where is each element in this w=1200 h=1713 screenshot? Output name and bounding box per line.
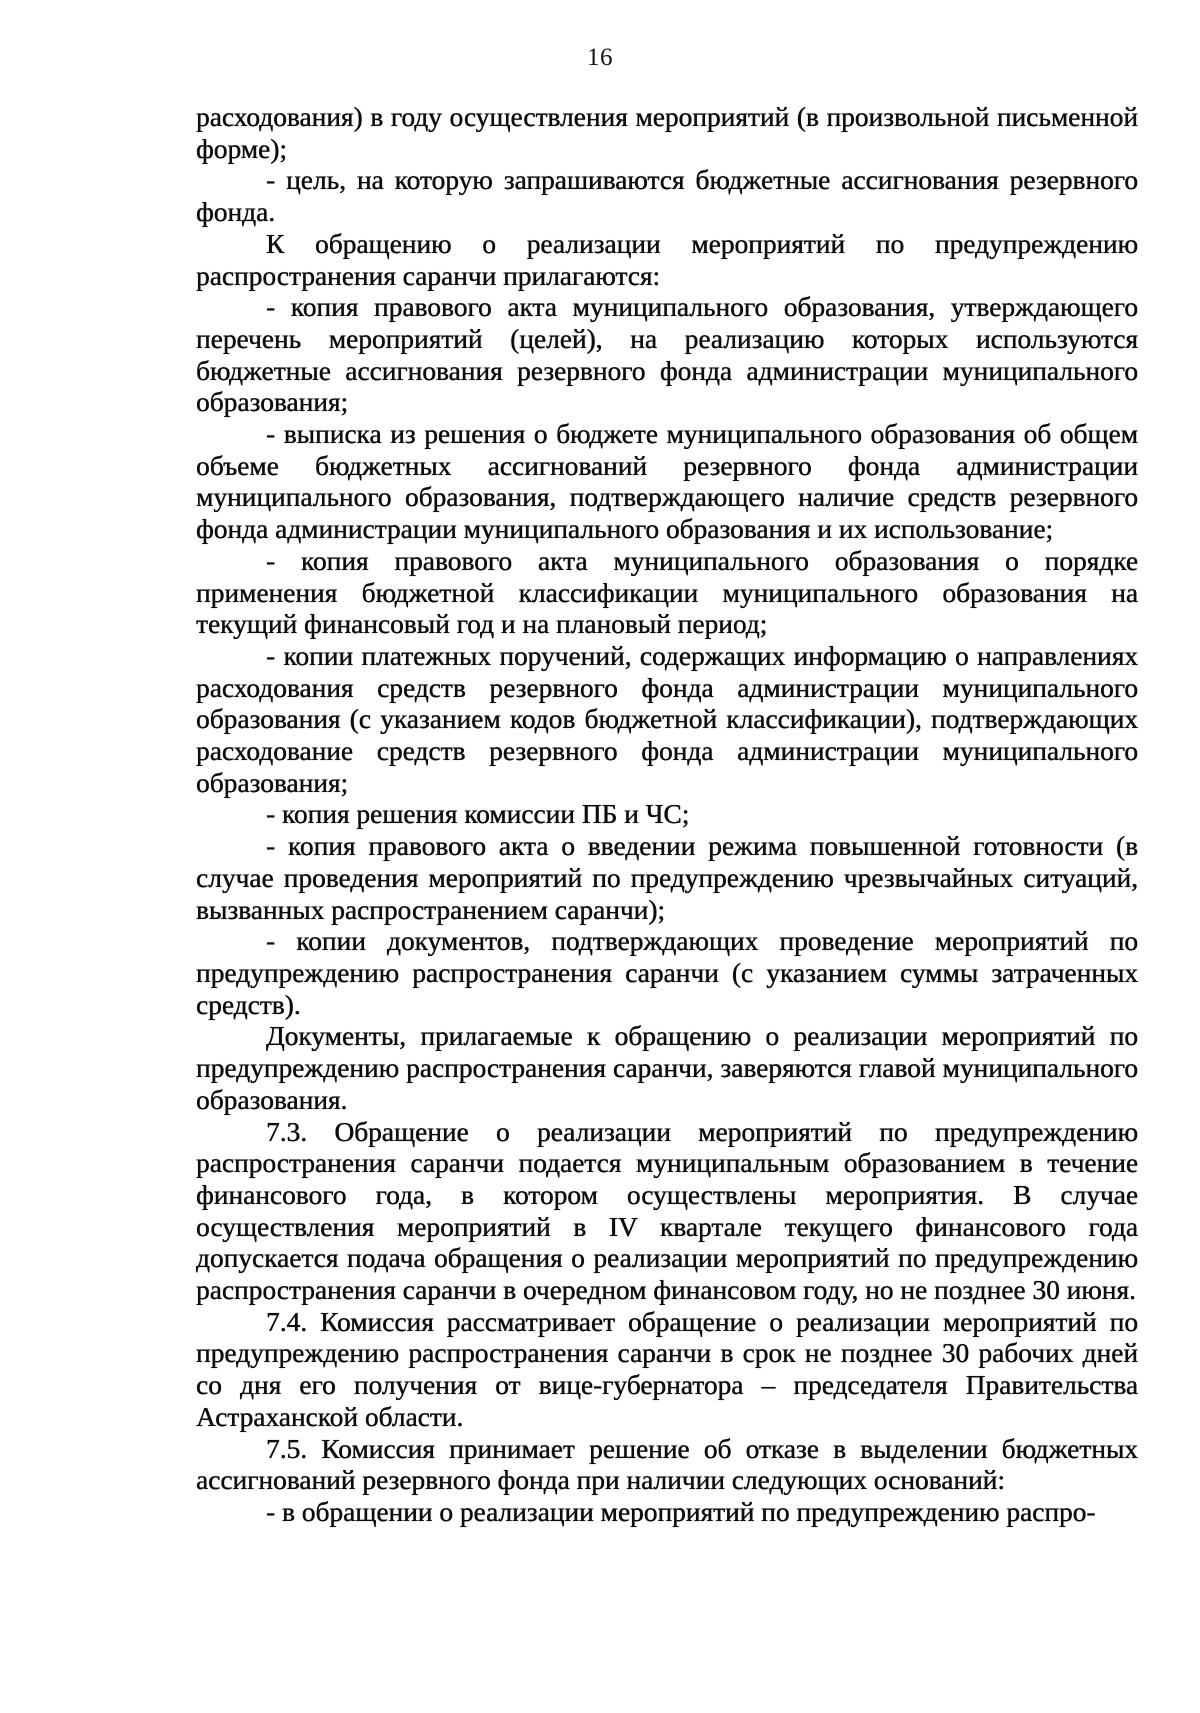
paragraph-attachments-intro: К обращению о реализации мероприятий по предупреждению распространения саранчи прилагаются:: [196, 228, 1138, 291]
paragraph-7-3: 7.3. Обращение о реализации мероприятий по предупреждению распространения саранчи подается муниципальным образованием в течение финансового года, в котором осуществлены мероприятия. В случае осуществления мероприятий в IV квартале текущего финансового года допускается подача обращения о реализации мероприятий по предупреждению распространения саранчи в очередном финансовом году, но не позднее 30 июня.: [196, 1116, 1138, 1306]
list-item-purpose: - цель, на которую запрашиваются бюджетные ассигнования резервного фонда.: [196, 165, 1138, 228]
paragraph-7-4: 7.4. Комиссия рассматривает обращение о реализации мероприятий по предупреждению распространения саранчи в срок не позднее 30 рабочих дней со дня его получения от вице-губернатора – председателя Правительства Астраханской области.: [196, 1306, 1138, 1432]
page-number: 16: [587, 44, 613, 71]
document-body: [196, 102, 1138, 1529]
list-item-budget-classification-act: - копия правового акта муниципального образования о порядке применения бюджетной классификации муниципального образования на текущий финансовый год и на плановый период;: [196, 545, 1138, 640]
paragraph-continuation: расходования) в году осуществления мероприятий (в произвольной письменной форме);: [196, 102, 1138, 164]
paragraph-certification: Документы, прилагаемые к обращению о реализации мероприятий по предупреждению распространения саранчи, заверяются главой муниципального образования.: [196, 1021, 1138, 1115]
list-item-supporting-documents: - копии документов, подтверждающих проведение мероприятий по предупреждению распространения саранчи (с указанием суммы затраченных средств).: [196, 926, 1138, 1020]
list-item-legal-act-copy: - копия правового акта муниципального образования, утверждающего перечень мероприятий (целей), на реализацию которых используются бюджетные ассигнования резервного фонда администрации муниципального образования;: [196, 292, 1138, 418]
list-item-commission-decision: - копия решения комиссии ПБ и ЧС;: [266, 799, 690, 830]
paragraph-7-5: 7.5. Комиссия принимает решение об отказе в выделении бюджетных ассигнований резервного фонда при наличии следующих оснований:: [196, 1433, 1138, 1496]
list-item-payment-orders: - копии платежных поручений, содержащих информацию о направлениях расходования средств резервного фонда администрации муниципального образования (с указанием кодов бюджетной классификации), подтверждающих расходование средств резервного фонда администрации муниципального образования;: [196, 640, 1138, 798]
list-item-readiness-regime-act: - копия правового акта о введении режима повышенной готовности (в случае проведения мероприятий по предупреждению чрезвычайных ситуаций, вызванных распространением саранчи);: [196, 831, 1138, 925]
list-item-refusal-ground: - в обращении о реализации мероприятий по предупреждению распро-: [266, 1496, 1096, 1527]
list-item-budget-extract: - выписка из решения о бюджете муниципального образования об общем объеме бюджетных ассигнований резервного фонда администрации муниципального образования, подтверждающего наличие средств резервного фонда администрации муниципального образования и их использование;: [196, 419, 1138, 545]
